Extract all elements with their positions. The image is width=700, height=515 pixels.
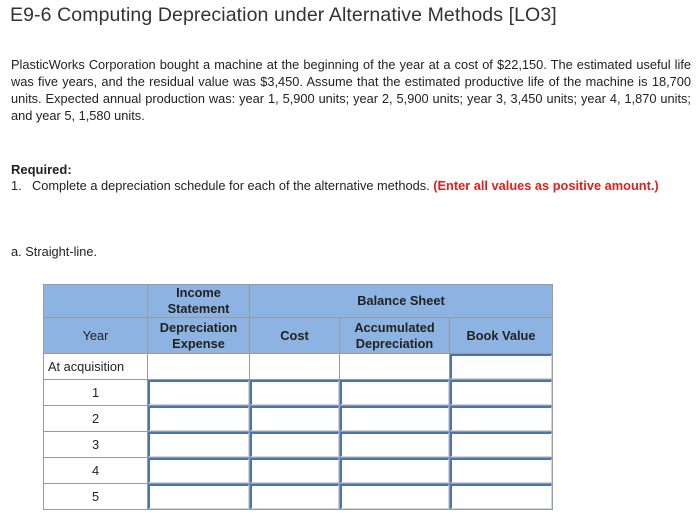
table-row bbox=[44, 484, 553, 510]
required-heading: Required: bbox=[11, 162, 72, 177]
dep-expense-input[interactable] bbox=[148, 380, 250, 406]
header-year: Year bbox=[44, 318, 148, 354]
cost-input[interactable] bbox=[250, 458, 340, 484]
problem-statement: PlasticWorks Corporation bought a machine at the beginning of the year at a cost of $22,150. The estimated useful life was five years, and the residual value was $3,450. Assume that the estimated productive life of the machine is 18,700 units. Expected annual production was: year 1, 5,900 units; year 2, 5,900 units; year 3, 3,450 units; year 4, 1,870 units; and year 5, 1,580 units. bbox=[11, 57, 691, 123]
accum-dep-input[interactable] bbox=[340, 432, 450, 458]
cost-input[interactable] bbox=[250, 380, 340, 406]
part-a-label: a. Straight-line. bbox=[11, 244, 98, 259]
accum-dep-cell-acq bbox=[340, 354, 450, 380]
header-blank bbox=[44, 285, 148, 318]
header-income-statement: Income Statement bbox=[148, 285, 250, 318]
book-value-input[interactable] bbox=[450, 406, 553, 432]
header-balance-sheet: Balance Sheet bbox=[250, 285, 553, 318]
header-accumulated-depreciation: Accumulated Depreciation bbox=[340, 318, 450, 354]
year-cell: 5 bbox=[44, 484, 148, 510]
year-cell: 4 bbox=[44, 458, 148, 484]
cost-input[interactable] bbox=[250, 432, 340, 458]
header-depreciation-expense: Depreciation Expense bbox=[148, 318, 250, 354]
table-row bbox=[44, 406, 553, 432]
accum-dep-input[interactable] bbox=[340, 380, 450, 406]
book-value-input[interactable] bbox=[450, 484, 553, 510]
table-row bbox=[44, 432, 553, 458]
exercise-title: E9-6 Computing Depreciation under Alternative Methods [LO3] bbox=[10, 4, 557, 26]
requirement-note: (Enter all values as positive amount.) bbox=[433, 178, 659, 193]
year-cell: 2 bbox=[44, 406, 148, 432]
book-value-input[interactable] bbox=[450, 380, 553, 406]
dep-expense-input[interactable] bbox=[148, 484, 250, 510]
header-cost: Cost bbox=[250, 318, 340, 354]
dep-expense-input[interactable] bbox=[148, 458, 250, 484]
requirement-number: 1. bbox=[11, 178, 22, 193]
book-value-input-acq[interactable] bbox=[450, 354, 553, 380]
accum-dep-input[interactable] bbox=[340, 458, 450, 484]
dep-expense-cell-acq bbox=[148, 354, 250, 380]
requirement-text bbox=[32, 178, 682, 194]
year-cell: 3 bbox=[44, 432, 148, 458]
book-value-input[interactable] bbox=[450, 432, 553, 458]
cost-input[interactable] bbox=[250, 484, 340, 510]
accum-dep-input[interactable] bbox=[340, 484, 450, 510]
header-book-value: Book Value bbox=[450, 318, 553, 354]
table-row bbox=[44, 380, 553, 406]
cost-cell-acq bbox=[250, 354, 340, 380]
requirement-instruction: Complete a depreciation schedule for each of the alternative methods. bbox=[32, 178, 434, 193]
year-cell: At acquisition bbox=[44, 354, 148, 380]
dep-expense-input[interactable] bbox=[148, 406, 250, 432]
dep-expense-input[interactable] bbox=[148, 432, 250, 458]
accum-dep-input[interactable] bbox=[340, 406, 450, 432]
book-value-input[interactable] bbox=[450, 458, 553, 484]
year-cell: 1 bbox=[44, 380, 148, 406]
cost-input[interactable] bbox=[250, 406, 340, 432]
depreciation-schedule-table bbox=[43, 284, 553, 510]
table-row bbox=[44, 354, 553, 380]
table-row bbox=[44, 458, 553, 484]
